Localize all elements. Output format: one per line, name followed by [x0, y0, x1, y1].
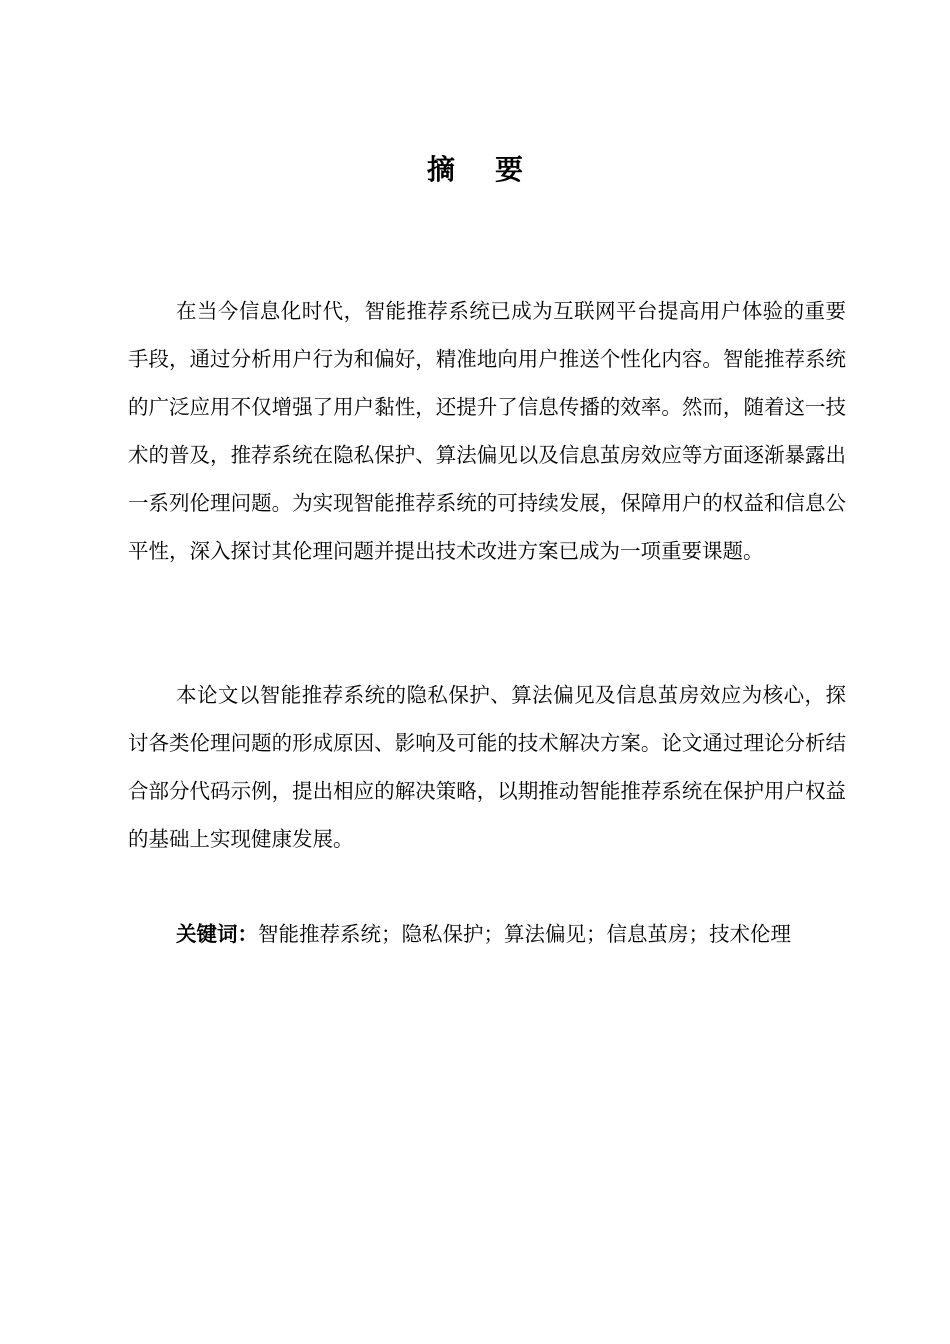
page-title — [0, 150, 950, 190]
abstract-paragraph-2: 本论文以智能推荐系统的隐私保护、算法偏见及信息茧房效应为核心，探讨各类伦理问题的形成原因、影响及可能的技术解决方案。论文通过理论分析结合部分代码示例，提出相应的解决策略，以期推动智能推荐系统在保护用户权益的基础上实现健康发展。 — [128, 683, 846, 851]
title-char-right: 要 — [495, 153, 524, 186]
keywords-text: 智能推荐系统；隐私保护；算法偏见；信息茧房；技术伦理 — [258, 922, 791, 946]
abstract-paragraph-1: 在当今信息化时代，智能推荐系统已成为互联网平台提高用户体验的重要手段，通过分析用户行为和偏好，精准地向用户推送个性化内容。智能推荐系统的广泛应用不仅增强了用户黏性，还提升了信息传播的效率。然而，随着这一技术的普及，推荐系统在隐私保护、算法偏见以及信息茧房效应等方面逐渐暴露出一系列伦理问题。为实现智能推荐系统的可持续发展，保障用户的权益和信息公平性，深入探讨其伦理问题并提出技术改进方案已成为一项重要课题。 — [128, 299, 846, 563]
title-char-left: 摘 — [426, 153, 455, 186]
keywords-label: 关键词： — [176, 922, 258, 946]
keywords-line — [176, 910, 876, 958]
